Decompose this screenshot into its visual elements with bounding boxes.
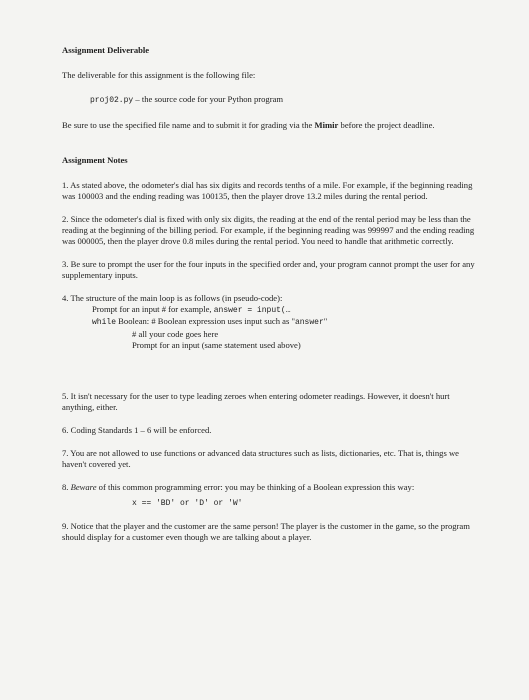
- pseudo-line-4: Prompt for an input (same statement used above): [132, 339, 301, 350]
- note-4-intro: 4. The structure of the main loop is as follows (in pseudo-code):: [62, 293, 283, 304]
- spacer: [62, 363, 479, 391]
- notes-heading: Assignment Notes: [62, 155, 128, 166]
- submission-instructions: [62, 120, 479, 131]
- pseudo-line-2-code: answer: [294, 318, 324, 328]
- note-8-prefix: 8.: [62, 481, 71, 492]
- pseudo-line-1: [62, 304, 479, 316]
- note-8-code: x == 'BD' or 'D' or 'W': [132, 498, 243, 508]
- note-5: 5. It isn't necessary for the user to type leading zeroes when entering odometer readings. However, it doesn't hurt anything, either.: [62, 390, 450, 412]
- note-9: 9. Notice that the player and the customer are the same person! The player is the customer in the game, so the program should display for a customer even though we are talking about a player.: [62, 520, 470, 542]
- deliverable-file-line: [90, 94, 479, 106]
- note-1: 1. As stated above, the odometer's dial has six digits and records tenths of a mile. For example, if the beginning reading was 100003 and the ending reading was 100135, then the player drove 13.2 miles during the rental period.: [62, 180, 473, 202]
- pseudo-line-2-text: Boolean: # Boolean expression uses input such as ": [116, 316, 295, 327]
- file-description: – the source code for your Python program: [133, 94, 284, 104]
- pseudo-line-2-end: ": [323, 316, 328, 327]
- submit-text-before: Be sure to use the specified file name and to submit it for grading via the: [62, 120, 315, 131]
- pseudo-line-3: # all your code goes here: [132, 328, 219, 339]
- note-7: 7. You are not allowed to use functions or advanced data structures such as lists, dictionaries, etc. That is, things we haven't covered yet.: [62, 447, 459, 469]
- file-name: proj02.py: [90, 96, 134, 105]
- pseudo-line-1-text: Prompt for an input # for example,: [92, 304, 214, 315]
- pseudo-line-2-keyword: while: [92, 318, 117, 328]
- note-6: 6. Coding Standards 1 – 6 will be enforced.: [62, 424, 212, 435]
- note-8-beware: Beware: [70, 481, 97, 492]
- note-4: [62, 293, 479, 350]
- pseudo-line-1-code: answer = input(…: [213, 306, 291, 316]
- submit-text-after: before the project deadline.: [338, 120, 435, 131]
- note-2: 2. Since the odometer's dial is fixed with only six digits, the reading at the end of the rental period may be less than the reading at the beginning of the billing period. For example, if the beginning reading was 999997 and the ending reading was 000005, then the player drove 0.8 miles during the rental period. You need to handle that arithmetic correctly.: [62, 214, 475, 247]
- pseudo-line-2: [62, 316, 479, 328]
- note-8-text: [62, 482, 479, 493]
- deliverable-heading: Assignment Deliverable: [62, 45, 150, 55]
- note-3: 3. Be sure to prompt the user for the four inputs in the specified order and, your program cannot prompt the user for any supplementary inputs.: [62, 259, 475, 281]
- deliverable-intro: The deliverable for this assignment is the following file:: [62, 70, 256, 80]
- note-8: [62, 482, 479, 509]
- submit-system-name: Mimir: [314, 120, 339, 131]
- note-8-body: of this common programming error: you may be thinking of a Boolean expression this way:: [96, 481, 415, 492]
